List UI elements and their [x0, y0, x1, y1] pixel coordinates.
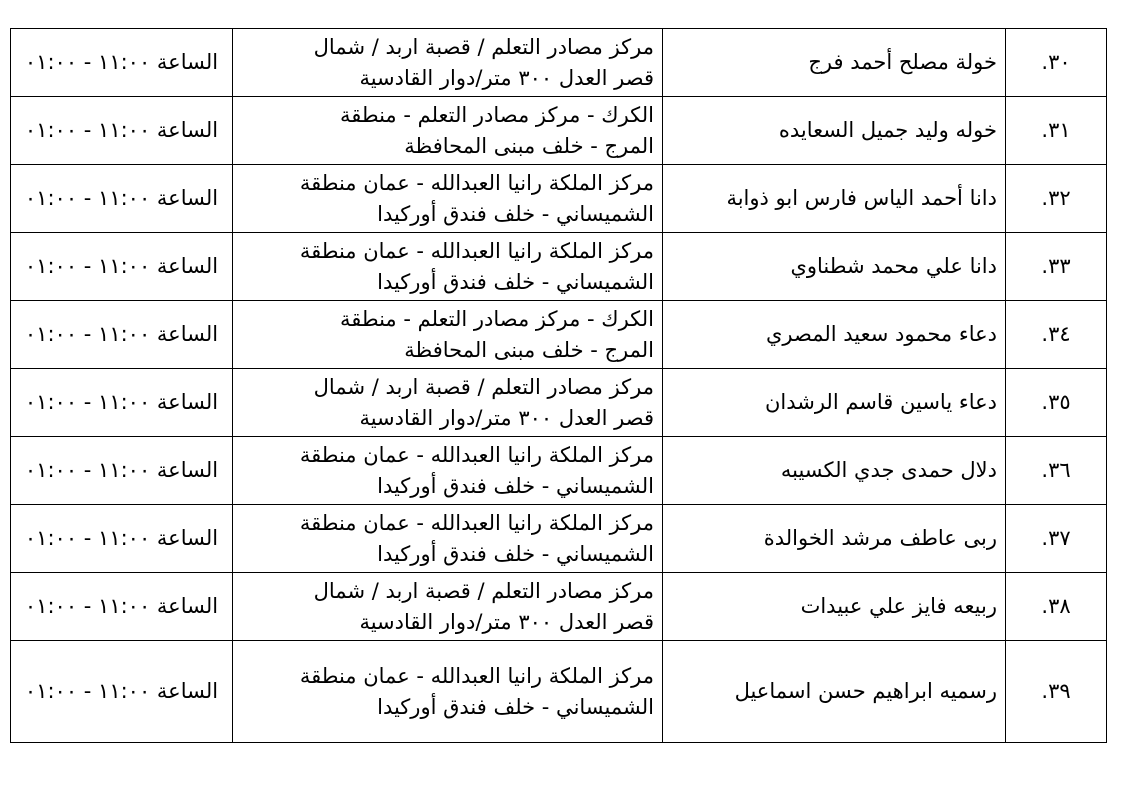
table-row	[11, 301, 1107, 369]
exam-location	[233, 573, 663, 641]
candidate-name: رسميه ابراهيم حسن اسماعيل	[663, 641, 1006, 743]
exam-time: الساعة ١١:٠٠ - ٠١:٠٠	[11, 437, 233, 505]
candidate-name: دعاء محمود سعيد المصري	[663, 301, 1006, 369]
row-number: ٣٥.	[1006, 369, 1107, 437]
exam-location	[233, 641, 663, 743]
exam-location	[233, 97, 663, 165]
location-line-1: مركز الملكة رانيا العبدالله - عمان منطقة	[299, 238, 654, 263]
location-line-2: المرج - خلف مبنى المحافظة	[404, 133, 654, 158]
location-line-1: الكرك - مركز مصادر التعلم - منطقة	[339, 306, 654, 331]
row-number: ٣٧.	[1006, 505, 1107, 573]
table-row	[11, 641, 1107, 743]
table-row	[11, 29, 1107, 97]
row-number: ٣٤.	[1006, 301, 1107, 369]
row-number: ٣٢.	[1006, 165, 1107, 233]
exam-time: الساعة ١١:٠٠ - ٠١:٠٠	[11, 165, 233, 233]
location-line-2: قصر العدل ٣٠٠ متر/دوار القادسية	[359, 65, 654, 90]
row-number: ٣٦.	[1006, 437, 1107, 505]
candidate-name: دلال حمدى جدي الكسيبه	[663, 437, 1006, 505]
exam-location	[233, 233, 663, 301]
exam-location	[233, 301, 663, 369]
location-line-2: الشميساني - خلف فندق أوركيدا	[377, 201, 654, 226]
row-number: ٣٩.	[1006, 641, 1107, 743]
exam-location	[233, 505, 663, 573]
exam-location	[233, 165, 663, 233]
exam-location	[233, 437, 663, 505]
candidates-table-body	[11, 29, 1107, 743]
exam-time: الساعة ١١:٠٠ - ٠١:٠٠	[11, 97, 233, 165]
location-line-1: مركز الملكة رانيا العبدالله - عمان منطقة	[299, 442, 654, 467]
exam-time: الساعة ١١:٠٠ - ٠١:٠٠	[11, 233, 233, 301]
location-line-2: قصر العدل ٣٠٠ متر/دوار القادسية	[359, 405, 654, 430]
exam-location	[233, 29, 663, 97]
exam-location	[233, 369, 663, 437]
exam-time: الساعة ١١:٠٠ - ٠١:٠٠	[11, 29, 233, 97]
location-line-1: مركز مصادر التعلم / قصبة اربد / شمال	[313, 374, 654, 399]
table-row	[11, 233, 1107, 301]
candidate-name: ربيعه فايز علي عبيدات	[663, 573, 1006, 641]
candidate-name: خوله وليد جميل السعايده	[663, 97, 1006, 165]
exam-time: الساعة ١١:٠٠ - ٠١:٠٠	[11, 573, 233, 641]
row-number: ٣٠.	[1006, 29, 1107, 97]
candidate-name: ربى عاطف مرشد الخوالدة	[663, 505, 1006, 573]
location-line-1: الكرك - مركز مصادر التعلم - منطقة	[339, 102, 654, 127]
location-line-2: قصر العدل ٣٠٠ متر/دوار القادسية	[359, 609, 654, 634]
exam-time: الساعة ١١:٠٠ - ٠١:٠٠	[11, 369, 233, 437]
table-row	[11, 97, 1107, 165]
table-row	[11, 437, 1107, 505]
table-row	[11, 165, 1107, 233]
row-number: ٣١.	[1006, 97, 1107, 165]
exam-time: الساعة ١١:٠٠ - ٠١:٠٠	[11, 301, 233, 369]
table-row	[11, 505, 1107, 573]
candidate-name: دعاء ياسين قاسم الرشدان	[663, 369, 1006, 437]
row-number: ٣٣.	[1006, 233, 1107, 301]
location-line-2: المرج - خلف مبنى المحافظة	[404, 337, 654, 362]
location-line-1: مركز الملكة رانيا العبدالله - عمان منطقة	[299, 510, 654, 535]
row-number: ٣٨.	[1006, 573, 1107, 641]
location-line-2: الشميساني - خلف فندق أوركيدا	[377, 269, 654, 294]
location-line-1: مركز الملكة رانيا العبدالله - عمان منطقة	[299, 170, 654, 195]
table-row	[11, 369, 1107, 437]
location-line-1: مركز مصادر التعلم / قصبة اربد / شمال	[313, 34, 654, 59]
location-line-2: الشميساني - خلف فندق أوركيدا	[377, 473, 654, 498]
candidate-name: دانا أحمد الياس فارس ابو ذوابة	[663, 165, 1006, 233]
exam-time: الساعة ١١:٠٠ - ٠١:٠٠	[11, 505, 233, 573]
exam-time: الساعة ١١:٠٠ - ٠١:٠٠	[11, 641, 233, 743]
candidate-name: خولة مصلح أحمد فرج	[663, 29, 1006, 97]
candidate-name: دانا علي محمد شطناوي	[663, 233, 1006, 301]
candidates-table	[10, 28, 1107, 743]
location-line-1: مركز الملكة رانيا العبدالله - عمان منطقة	[299, 663, 654, 688]
location-line-1: مركز مصادر التعلم / قصبة اربد / شمال	[313, 578, 654, 603]
location-line-2: الشميساني - خلف فندق أوركيدا	[377, 541, 654, 566]
location-line-2: الشميساني - خلف فندق أوركيدا	[377, 694, 654, 719]
table-row	[11, 573, 1107, 641]
